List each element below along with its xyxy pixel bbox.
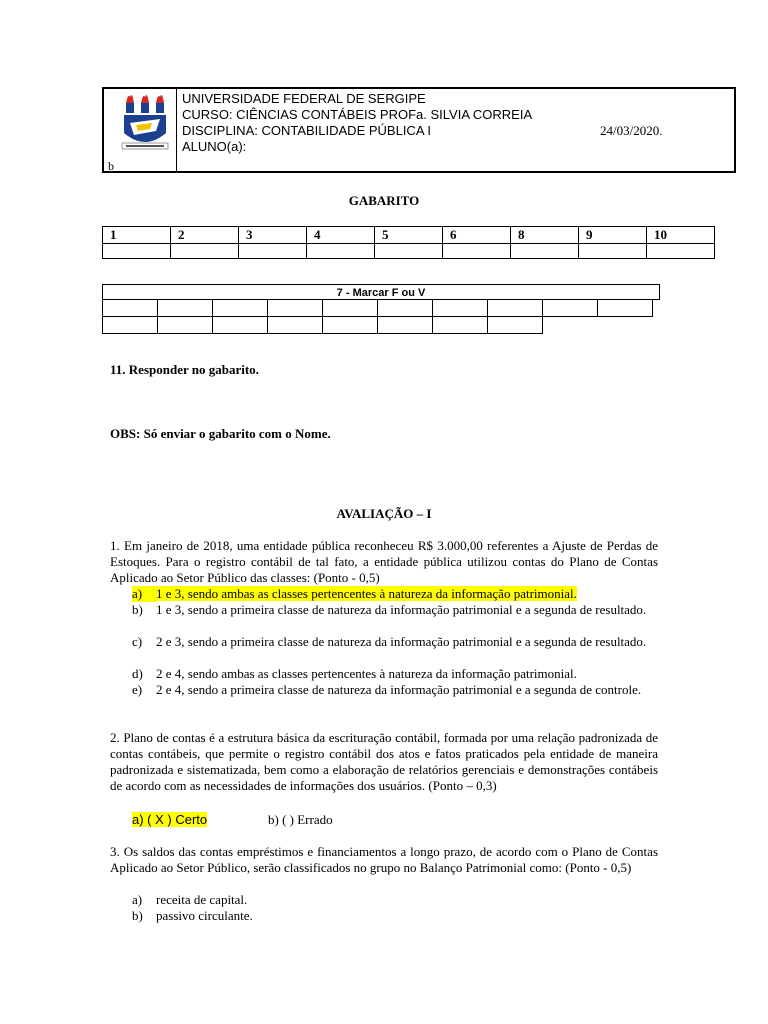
fv-cell[interactable] — [377, 300, 433, 317]
q1-option-d[interactable]: d) 2 e 4, sendo ambas as classes pertencentes à natureza da informação patrimonial. — [132, 666, 577, 681]
q2-option-a[interactable]: a) ( X ) Certo — [132, 812, 208, 827]
discipline-line: DISCIPLINA: CONTABILIDADE PÚBLICA I — [182, 123, 431, 138]
fv-cell[interactable] — [212, 317, 268, 334]
fv-cell[interactable] — [487, 300, 543, 317]
fv-cell[interactable] — [597, 300, 653, 317]
answer-cell[interactable] — [647, 244, 715, 259]
answer-header-cell: 1 — [103, 227, 171, 244]
answer-cell[interactable] — [375, 244, 443, 259]
fv-cell[interactable] — [377, 317, 433, 334]
fv-cell[interactable] — [267, 300, 323, 317]
fv-cell[interactable] — [322, 317, 378, 334]
fv-cell[interactable] — [157, 300, 213, 317]
q1-option-b[interactable]: b) 1 e 3, sendo a primeira classe de natureza da informação patrimonial e a segunda de resultado. — [132, 602, 647, 617]
fv-row — [102, 300, 660, 317]
answer-cell[interactable] — [511, 244, 579, 259]
answer-header-cell: 6 — [443, 227, 511, 244]
fv-cell[interactable] — [102, 300, 158, 317]
fv-cell[interactable] — [432, 317, 488, 334]
fv-row — [102, 317, 660, 334]
course-line: CURSO: CIÊNCIAS CONTÁBEIS PROFa. SILVIA CORREIA — [182, 107, 533, 122]
answer-header-cell: 3 — [239, 227, 307, 244]
answer-header-cell: 10 — [647, 227, 715, 244]
answer-header-cell: 9 — [579, 227, 647, 244]
fv-cell[interactable] — [267, 317, 323, 334]
fv-cell[interactable] — [157, 317, 213, 334]
q2-text: 2. Plano de contas é a estrutura básica da escrituração contábil, formada por uma relação padronizada de contas contábeis, que permite o registro contábil dos atos e fatos praticados pela entidade de maneira padronizada e sistematizada, bem como a elaboração de relatórios gerenciais e demonstrações contábeis de acordo com as necessidades de informações dos usuários. (Ponto – 0,3) — [110, 730, 658, 793]
q3-option-b[interactable]: b) passivo circulante. — [132, 908, 253, 923]
student-line: ALUNO(a): — [182, 139, 247, 154]
q1-option-a[interactable]: a) 1 e 3, sendo ambas as classes pertencentes à natureza da informação patrimonial. — [132, 586, 577, 601]
q3-option-a[interactable]: a) receita de capital. — [132, 892, 248, 907]
b-mark: b — [108, 159, 114, 173]
answer-table — [102, 226, 715, 259]
fv-cell[interactable] — [322, 300, 378, 317]
evaluation-title: AVALIAÇÃO – I — [336, 506, 432, 521]
date: 24/03/2020. — [600, 123, 663, 138]
answer-header-cell: 2 — [171, 227, 239, 244]
answer-header-cell: 5 — [375, 227, 443, 244]
header-box — [102, 87, 736, 173]
answer-header-cell: 4 — [307, 227, 375, 244]
q1-option-e[interactable]: e) 2 e 4, sendo a primeira classe de natureza da informação patrimonial e a segunda de controle. — [132, 682, 642, 697]
gabarito-title: GABARITO — [348, 193, 420, 208]
answer-header-cell: 8 — [511, 227, 579, 244]
header-lines — [182, 91, 532, 155]
university-logo-icon — [116, 89, 174, 157]
answer-cell[interactable] — [307, 244, 375, 259]
fv-cell[interactable] — [102, 317, 158, 334]
answer-cell[interactable] — [443, 244, 511, 259]
fv-cell[interactable] — [432, 300, 488, 317]
answer-cell[interactable] — [579, 244, 647, 259]
answer-cell[interactable] — [239, 244, 307, 259]
university-name: UNIVERSIDADE FEDERAL DE SERGIPE — [182, 91, 426, 106]
answer-cell[interactable] — [103, 244, 171, 259]
q11-text: 11. Responder no gabarito. — [110, 362, 259, 377]
q3-text: 3. Os saldos das contas empréstimos e financiamentos a longo prazo, de acordo com o Plano de Contas Aplicado ao Setor Público, serão classificados no grupo no Balanço Patrimonial como: (Ponto - 0,5) — [110, 844, 658, 875]
fv-cell[interactable] — [542, 300, 598, 317]
fv-cell[interactable] — [487, 317, 543, 334]
q1-option-c[interactable]: c) 2 e 3, sendo a primeira classe de natureza da informação patrimonial e a segunda de resultado. — [132, 634, 647, 649]
q1-text: 1. Em janeiro de 2018, uma entidade pública reconheceu R$ 3.000,00 referentes a Ajuste de Perdas de Estoques. Para o registro contábil de tal fato, a entidade pública utilizou contas do Plano de Contas Aplicado ao Setor Público das classes: (Ponto - 0,5) — [110, 538, 658, 585]
q2-option-b[interactable]: b) ( ) Errado — [268, 812, 333, 827]
header-divider — [176, 89, 177, 171]
obs-text: OBS: Só enviar o gabarito com o Nome. — [110, 426, 331, 441]
fv-table — [102, 284, 660, 334]
answer-cell[interactable] — [171, 244, 239, 259]
fv-table-title: 7 - Marcar F ou V — [102, 284, 660, 300]
fv-cell[interactable] — [212, 300, 268, 317]
